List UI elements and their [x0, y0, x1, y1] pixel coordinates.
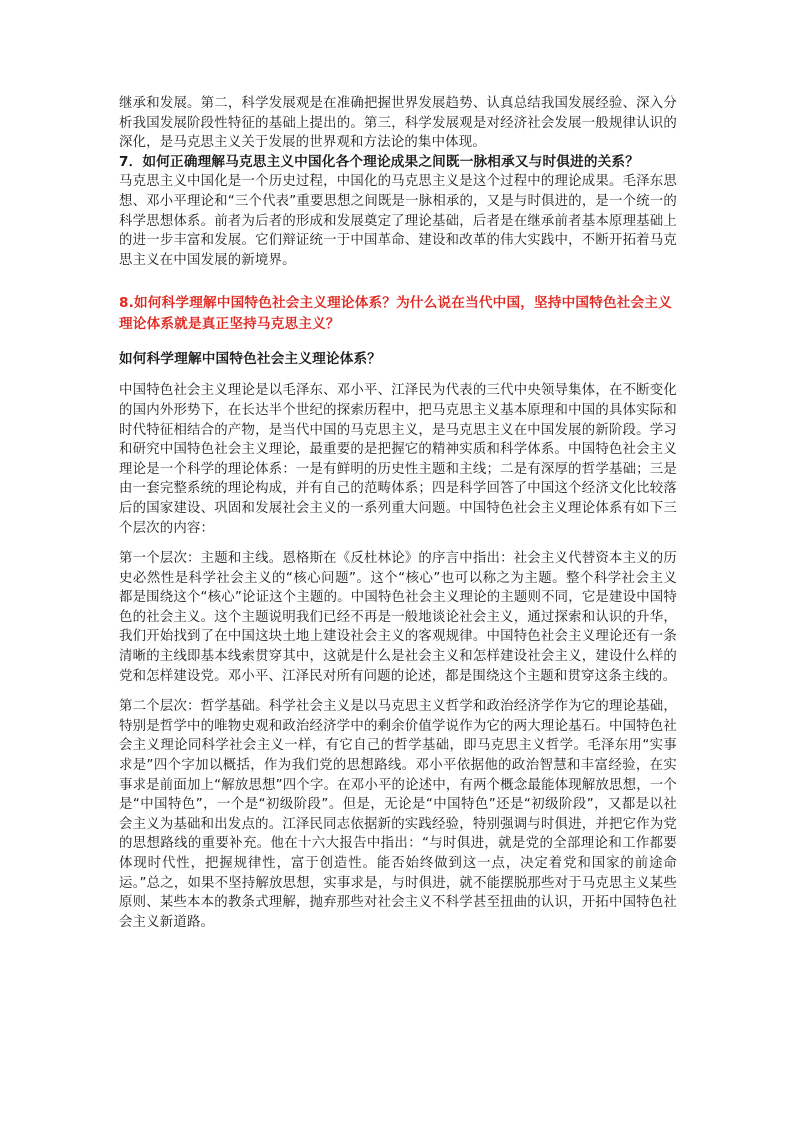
question-8-paragraph-1: 中国特色社会主义理论是以毛泽东、邓小平、江泽民为代表的三代中央领导集体，在不断变化的国内外形势下，在长达半个世纪的探索历程中，把马克思主义基本原理和中国的具体实际和时代特征相结合的产物，是当代中国的马克思主义，是马克思主义在中国发展的新阶段。学习和研究中国特色社会主义理论，最重要的是把握它的精神实质和科学体系。中国特色社会主义理论是一个科学的理论体系：一是有鲜明的历史性主题和主线；二是有深厚的哲学基础；三是由一套完整系统的理论构成，并有自己的范畴体系；四是科学回答了中国这个经济文化比较落后的国家建设、巩固和发展社会主义的一系列重大问题。中国特色社会主义理论体系有如下三个层次的内容：	[119, 383, 677, 536]
question-8-paragraph-3: 第二个层次：哲学基础。科学社会主义是以马克思主义哲学和政治经济学作为它的理论基础，特别是哲学中的唯物史观和政治经济学中的剩余价值学说作为它的两大理论基石。中国特色社会主义理论同科学社会主义一样，有它自己的哲学基础，即马克思主义哲学。毛泽东用“实事求是”四个字加以概括，作为我们党的思想路线。邓小平依据他的政治智慧和丰富经验，在实事求是前面加上“解放思想”四个字。在邓小平的论述中，有两个概念最能体现解放思想，一个是“中国特色”，一个是“初级阶段”。但是，无论是“中国特色”还是“初级阶段”，又都是以社会主义为基础和出发点的。江泽民同志依据新的实践经验，特别强调与时俱进，并把它作为党的思想路线的重要补充。他在十六大报告中指出：“与时俱进，就是党的全部理论和工作都要体现时代性，把握规律性，富于创造性。能否始终做到这一点，决定着党和国家的前途命运。”总之，如果不坚持解放思想，实事求是，与时俱进，就不能摆脱那些对于马克思主义某些原则、某些本本的教条式理解，抛弃那些对社会主义不科学甚至扭曲的认识，开拓中国特色社会主义新道路。	[119, 699, 677, 930]
question-8-paragraph-2: 第一个层次：主题和主线。恩格斯在《反杜林论》的序言中指出：社会主义代替资本主义的历史必然性是科学社会主义的“核心问题”。这个“核心”也可以称之为主题。整个科学社会主义都是围绕这个“核心”论证这个主题的。中国特色社会主义理论的主题则不同，它是建设中国特色的社会主义。这个主题说明我们已经不再是一般地谈论社会主义，通过探索和认识的升华，我们开始找到了在中国这块土地上建设社会主义的客观规律。中国特色社会主义理论还有一条清晰的主线即基本线索贯穿其中，这就是什么是社会主义和怎样建设社会主义，建设什么样的党和怎样建设党。邓小平、江泽民对所有问题的论述，都是围绕这个主题和贯穿这条主线的。	[119, 551, 677, 684]
question-7-heading: 7．如何正确理解马克思主义中国化各个理论成果之间既一脉相承又与时俱进的关系？	[119, 153, 640, 170]
question-7-answer: 马克思主义中国化是一个历史过程，中国化的马克思主义是这个过程中的理论成果。毛泽东思想、邓小平理论和“三个代表”重要思想之间既是一脉相承的，又是与时俱进的，是一个统一的科学思想体系。前者为后者的形成和发展奠定了理论基础，后者是在继承前者基本原理基础上的进一步丰富和发展。它们辩证统一于中国革命、建设和改革的伟大实践中，不断开拓着马克思主义在中国发展的新境界。	[119, 174, 677, 268]
question-8-subheading: 如何科学理解中国特色社会主义理论体系？	[119, 351, 382, 368]
spacer	[119, 369, 677, 381]
intro-paragraph: 继承和发展。第二，科学发展观是在准确把握世界发展趋势、认真总结我国发展经验、深入分析我国发展阶段性特征的基础上提出的。第三，科学发展观是对经济社会发展一般规律认识的深化，是马克思主义关于发展的世界观和方法论的集中体现。	[119, 96, 677, 151]
spacer	[119, 686, 677, 697]
document-page	[119, 94, 677, 932]
question-8-heading: 8.如何科学理解中国特色社会主义理论体系？为什么说在当代中国，坚持中国特色社会主义理论体系就是真正坚持马克思主义？	[119, 295, 672, 333]
spacer	[119, 538, 677, 549]
spacer	[119, 270, 677, 293]
spacer	[119, 335, 677, 349]
